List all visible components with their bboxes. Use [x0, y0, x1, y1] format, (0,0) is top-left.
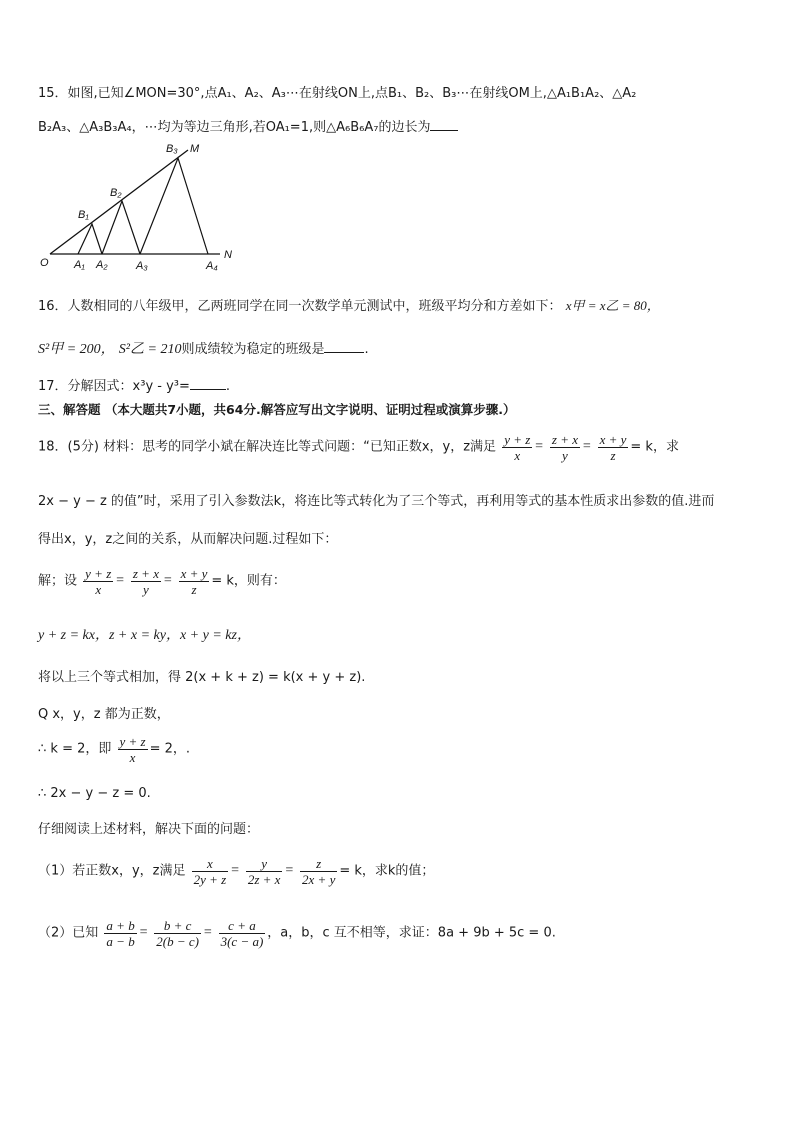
q16-answer-blank — [324, 340, 364, 353]
q18-p2-fraction-1 — [104, 918, 136, 949]
q18-frac2-den: y — [550, 447, 580, 463]
label-o: O — [40, 257, 49, 269]
q18-k-line-b: = 2，. — [149, 741, 191, 757]
q18-p1-fraction-3 — [300, 856, 337, 887]
q18-solve-frac3-den: z — [179, 581, 210, 597]
q18-p2-f2-den: 2(b − c) — [156, 934, 199, 949]
q18-solve-frac1-den: x — [83, 581, 113, 597]
q18-p1-f1-den: 2y + z — [193, 872, 227, 887]
q18-frac2-num: z + x — [551, 432, 578, 447]
triangle-a3b3a4 — [140, 158, 208, 254]
q18-line-2: 2x − y − z 的值”时，采用了引入参数法k，将连比等式转化为了三个等式，再利用等式的基本性质求出参数的值.进而 — [38, 494, 715, 509]
q18-solve-intro: 解；设 — [38, 573, 78, 589]
q17-end: . — [225, 379, 231, 394]
q18-p2-intro: （2）已知 — [38, 925, 99, 941]
q18-fraction-3 — [598, 432, 629, 463]
q18-p2-fraction-2 — [154, 918, 201, 949]
q18-p2-f3-num: c + a — [228, 918, 256, 933]
q18-solve-frac2-den: y — [131, 581, 161, 597]
q18-p2-end: ，a，b，c 互不相等，求证：8a + 9b + 5c = 0. — [267, 925, 556, 941]
q18-k-frac-den: x — [118, 749, 148, 765]
q18-k-line — [38, 734, 764, 772]
q16-variance-b: S²乙 = 210 — [118, 342, 182, 357]
q18-frac3-num: x + y — [599, 432, 627, 447]
q18-p1-fraction-2 — [246, 856, 283, 887]
q18-positive-line: Q x，y，z 都为正数， — [38, 707, 170, 722]
q18-line-3: 得出x，y，z之间的关系，从而解决问题.过程如下： — [38, 532, 338, 547]
q17-line — [38, 377, 764, 395]
q15-line-2-text: B₂A₃、△A₃B₃A₄，⋯均为等边三角形,若OA₁=1,则△A₆B₆A₇的边长为 — [38, 120, 431, 135]
q15-answer-blank — [430, 118, 458, 131]
label-n: N — [224, 249, 232, 261]
q18-p1-f2-num: y — [261, 856, 268, 871]
q18-p1-end: = k，求k的值； — [339, 863, 435, 879]
section-3-heading: 三、解答题 （本大题共7小题，共64分.解答应写出文字说明、证明过程或演算步骤.） — [38, 402, 516, 417]
q16-line-1 — [38, 298, 764, 315]
q18-solve-frac3-num: x + y — [180, 566, 208, 581]
q18-p2-fraction-3 — [219, 918, 266, 949]
q18-fraction-1 — [502, 432, 532, 463]
q16-variance-a: S²甲 = 200， — [38, 342, 115, 357]
label-b1: B₁ — [78, 209, 89, 221]
q16-mean-equation: x甲 = x乙 = 80， — [565, 298, 660, 313]
q18-part-2: （2）已知 $\frac{a + b}{a - b}$ = $\frac{b + c}{2(b - c)}$ = $\frac{c + a}{3(c - a)}$ ，a，b，c 互不相等，求证：8a + 9b + 5c = 0. — [38, 918, 556, 949]
q16-line-2: S²甲 = 200， S²乙 = 210则成绩较为稳定的班级是 . — [38, 342, 369, 357]
q18-k-fraction — [118, 734, 148, 765]
q18-p1-fraction-1 — [192, 856, 229, 887]
label-a4: A₄ — [206, 260, 218, 272]
q18-intro: 18．(5分) 材料：思考的同学小斌在解决连比等式问题：“已知正数x，y，z满足 — [38, 439, 497, 455]
q18-solve-frac2-num: z + x — [132, 566, 159, 581]
q18-p2-f3-den: 3(c − a) — [220, 934, 264, 949]
q18-p1-f3-den: 2x + y — [302, 872, 336, 887]
q18-p2-f2-num: b + c — [163, 918, 192, 933]
label-m: M — [190, 143, 200, 155]
triangle-a2b2a3 — [102, 201, 140, 254]
label-b3: B₃ — [166, 143, 178, 155]
q15-geometry-figure — [36, 138, 236, 273]
q18-solve-end: = k，则有： — [211, 573, 286, 589]
q18-p1-f2-den: 2z + x — [247, 872, 281, 887]
q15-line-2 — [38, 118, 764, 136]
q18-p1-f3-num: z — [316, 856, 322, 871]
q16-question: 则成绩较为稳定的班级是 — [181, 342, 325, 357]
q18-k-frac-num: y + z — [119, 734, 146, 749]
label-a2: A₂ — [96, 259, 108, 271]
q15-line-1: 15．如图,已知∠MON=30°,点A₁、A₂、A₃⋯在射线ON上,点B₁、B₂、B₃⋯在射线OM上,△A₁B₁A₂、△A₂ — [38, 86, 637, 101]
q18-solve-fraction-2 — [131, 566, 161, 597]
q18-frac1-num: y + z — [504, 432, 531, 447]
q18-k-line-a: ∴ k = 2，即 — [38, 741, 112, 757]
q18-p1-f1-num: x — [207, 856, 213, 871]
q18-p2-f1-num: a + b — [106, 918, 135, 933]
q18-part-1: （1）若正数x，y，z满足 $\frac{x}{2y + z}$ = $\frac{y}{2z + x}$ = $\frac{z}{2x + y}$ = k，求k的值； — [38, 856, 435, 887]
q17-text: 17．分解因式：x³y - y³= — [38, 379, 190, 394]
q18-solve-fraction-3 — [179, 566, 210, 597]
label-a1: A₁ — [74, 259, 85, 271]
q18-conclusion: ∴ 2x − y − z = 0. — [38, 786, 151, 801]
label-a3: A₃ — [136, 260, 148, 272]
ray-om — [50, 150, 188, 254]
q18-solve-fraction-1 — [83, 566, 113, 597]
q16-intro: 16．人数相同的八年级甲，乙两班同学在同一次数学单元测试中，班级平均分和方差如下： — [38, 299, 562, 314]
q18-p2-f1-den: a − b — [106, 934, 135, 949]
q18-read-prompt: 仔细阅读上述材料，解决下面的问题： — [38, 822, 260, 837]
q18-solve-frac1-num: y + z — [85, 566, 112, 581]
q18-line-1: 18．(5分) 材料：思考的同学小斌在解决连比等式问题：“已知正数x，y，z满足 $\frac{y + z}{x}$ = $\frac{z + x}{y}$ = $\frac{x + y}{z}$ = k，求 — [38, 432, 679, 463]
q17-answer-blank — [190, 377, 226, 390]
q18-add-line: 将以上三个等式相加，得 2(x + k + z) = k(x + y + z). — [38, 670, 366, 685]
q18-fraction-2 — [550, 432, 580, 463]
triangle-a1b1a2 — [78, 224, 102, 254]
q18-p1-intro: （1）若正数x，y，z满足 — [38, 863, 186, 879]
q18-eq-k: = k，求 — [630, 439, 679, 455]
q18-frac1-den: x — [502, 447, 532, 463]
q18-frac3-den: z — [598, 447, 629, 463]
q18-three-equations: y + z = kx，z + x = ky，x + y = kz， — [38, 628, 251, 643]
q18-solve-line: 解；设 $\frac{y + z}{x}$ = $\frac{z + x}{y}$ = $\frac{x + y}{z}$ = k，则有： — [38, 566, 286, 597]
label-b2: B₂ — [110, 187, 122, 199]
